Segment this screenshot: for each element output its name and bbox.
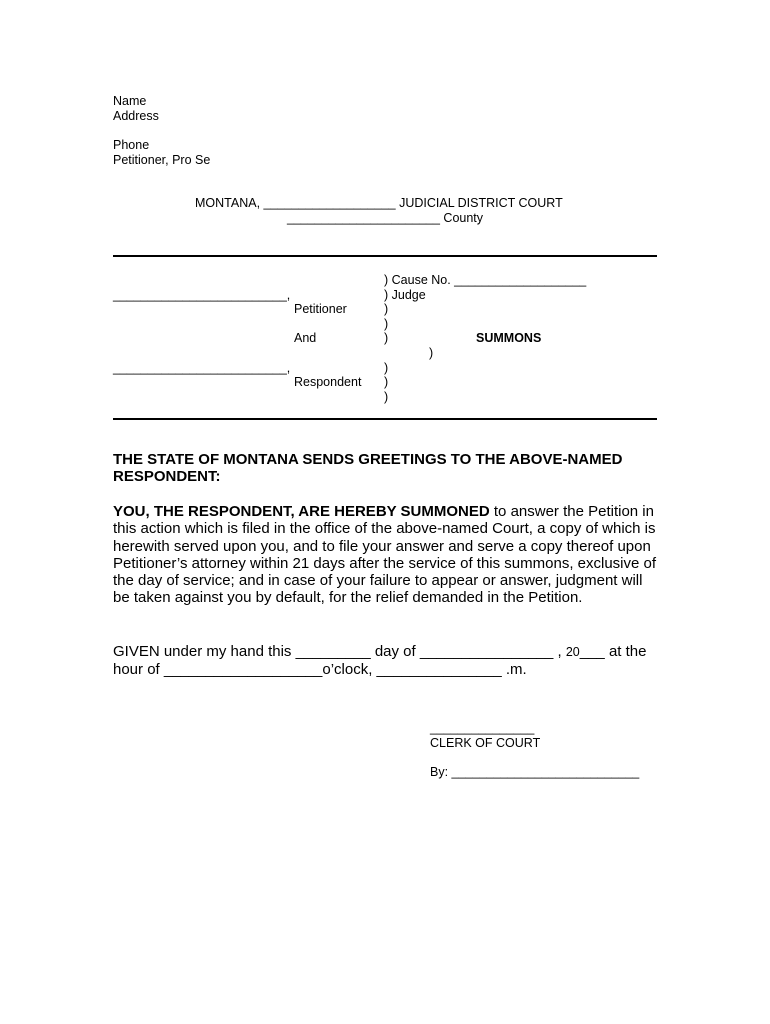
- greeting-heading: THE STATE OF MONTANA SENDS GREETINGS TO THE ABOVE-NAMED RESPONDENT:: [113, 451, 623, 486]
- caption-paren: ): [384, 390, 389, 404]
- by-signature-line: By: ___________________________: [430, 765, 640, 779]
- cause-number: ) Cause No. ___________________: [384, 273, 587, 287]
- petitioner-label: Petitioner: [294, 302, 347, 316]
- caption-bottom-rule: [113, 418, 657, 420]
- caption-paren: ): [384, 317, 389, 331]
- header-phone: Phone: [113, 138, 150, 152]
- signature-line: _______________: [430, 721, 535, 735]
- caption-paren-offset: ): [429, 346, 434, 360]
- caption-paren: ): [384, 302, 389, 316]
- summoned-body-text: to answer the Petition in this action which is filed in the office of the above-named Court, a copy of which is herewith served upon you, and to file your answer and serve a copy thereof upon Petitioner’s attorney within 21 days after the service of this summons, exclusive of the day of service; and in case of your failure to appear or answer, judgment will be taken against you by default, for the relief demanded in the Petition.: [113, 503, 657, 607]
- given-line-1: [113, 643, 646, 661]
- given-date-text: GIVEN under my hand this _________ day of ________________ ,: [113, 643, 566, 660]
- and-label: And: [294, 331, 317, 345]
- given-year-prefix: 20: [565, 645, 580, 659]
- court-county-line: ______________________ County: [287, 211, 484, 225]
- caption-paren: ): [384, 331, 389, 345]
- header-name: Name: [113, 94, 147, 108]
- given-year-blank: ___ at the: [579, 643, 647, 660]
- header-address: Address: [113, 109, 159, 123]
- respondent-name-blank: _________________________,: [113, 361, 291, 375]
- summoned-bold-text: YOU, THE RESPONDENT, ARE HEREBY SUMMONED: [113, 503, 490, 520]
- given-line-2: hour of ___________________o’clock, _______________ .m.: [113, 661, 527, 678]
- court-district-line: MONTANA, ___________________ JUDICIAL DISTRICT COURT: [195, 196, 563, 210]
- caption-paren: ): [384, 375, 389, 389]
- caption-top-rule: [113, 255, 657, 257]
- caption-paren: ): [384, 361, 389, 375]
- petitioner-name-blank: _________________________,: [113, 288, 291, 302]
- summons-title: SUMMONS: [476, 331, 542, 345]
- judge-line: ) Judge: [384, 288, 426, 302]
- respondent-label: Respondent: [294, 375, 362, 389]
- summons-paragraph: [113, 503, 658, 607]
- header-role: Petitioner, Pro Se: [113, 153, 211, 167]
- clerk-of-court-label: CLERK OF COURT: [430, 736, 541, 750]
